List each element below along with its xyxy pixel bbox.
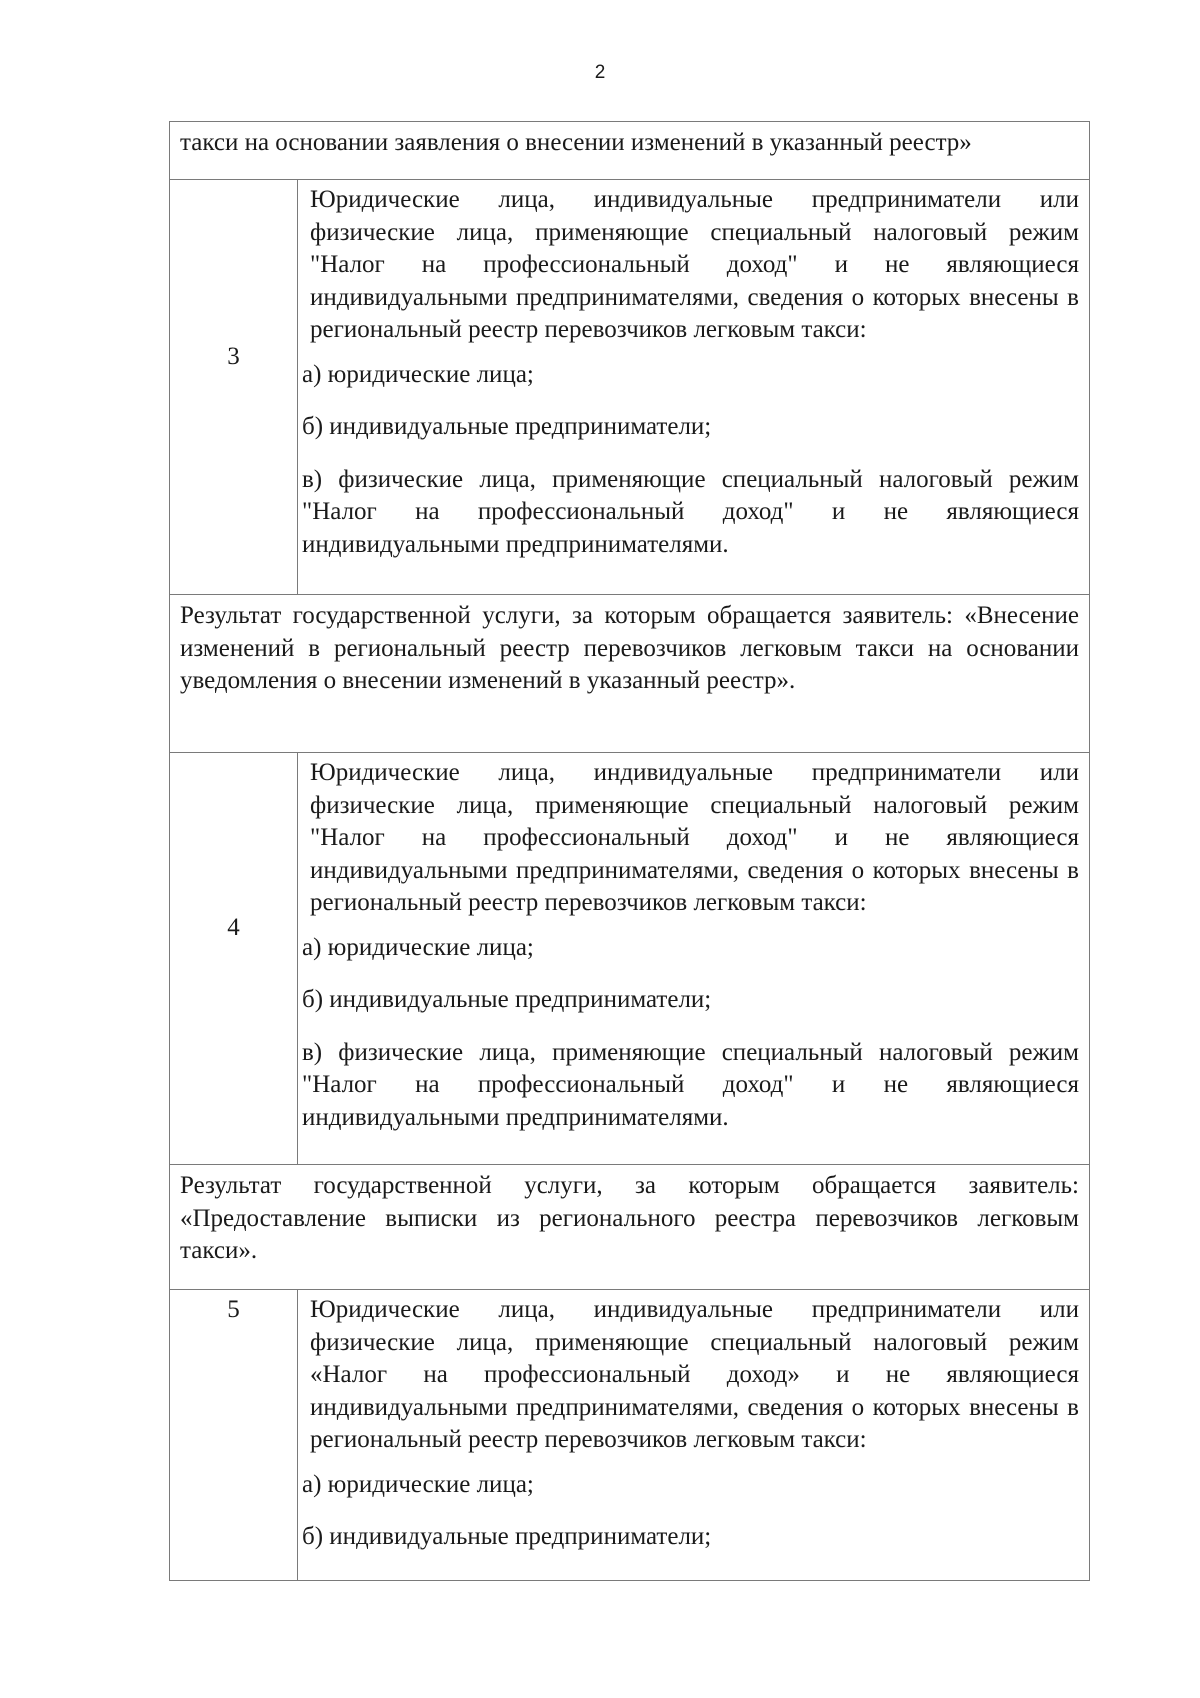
list-item: в) физические лица, применяющие специальный налоговый режим "Налог на профессиональный доход" и не являющиеся индивидуальными предпринимателями. (302, 465, 1079, 558)
list-item: б) индивидуальные предприниматели; (302, 986, 712, 1013)
list-item: а) юридические лица; (302, 933, 534, 961)
list-item: б) индивидуальные предприниматели; (302, 1523, 712, 1550)
table-row-4 (170, 753, 1090, 1165)
list-item: б) индивидуальные предприниматели; (302, 413, 712, 440)
row-description (298, 180, 1090, 595)
row-number: 3 (170, 180, 298, 595)
continuation-text: такси на основании заявления о внесении изменений в указанный реестр» (170, 122, 1090, 180)
row-description (298, 753, 1090, 1165)
row-lead-text: Юридические лица, индивидуальные предприниматели или физические лица, применяющие специальный налоговый режим "Налог на профессиональный доход" и не являющиеся индивидуальными предпринимателями, сведения о которых внесены в региональный реестр перевозчиков легковым такси: (310, 759, 1079, 916)
page-number: 2 (594, 62, 606, 83)
table-row-result (170, 1165, 1090, 1290)
table-row-continuation (170, 122, 1090, 180)
list-item: в) физические лица, применяющие специальный налоговый режим "Налог на профессиональный доход" и не являющиеся индивидуальными предпринимателями. (302, 1038, 1079, 1131)
table-row-result (170, 595, 1090, 753)
result-text: Результат государственной услуги, за которым обращается заявитель: «Предоставление выписки из регионального реестра перевозчиков легковым такси». (170, 1165, 1090, 1290)
table-row-3 (170, 180, 1090, 595)
row-number: 4 (170, 753, 298, 1165)
row-lead-text: Юридические лица, индивидуальные предприниматели или физические лица, применяющие специальный налоговый режим «Налог на профессиональный доход» и не являющиеся индивидуальными предпринимателями, сведения о которых внесены в региональный реестр перевозчиков легковым такси: (310, 1296, 1079, 1453)
result-text: Результат государственной услуги, за которым обращается заявитель: «Внесение изменений в региональный реестр перевозчиков легковым такси на основании уведомления о внесении изменений в указанный реестр». (170, 595, 1090, 753)
row-number: 5 (170, 1290, 298, 1581)
applicants-table (169, 121, 1090, 1581)
table-row-5 (170, 1290, 1090, 1581)
list-item: а) юридические лица; (302, 360, 534, 388)
row-lead-text: Юридические лица, индивидуальные предприниматели или физические лица, применяющие специальный налоговый режим "Налог на профессиональный доход" и не являющиеся индивидуальными предпринимателями, сведения о которых внесены в региональный реестр перевозчиков легковым такси: (310, 186, 1079, 343)
row-description (298, 1290, 1090, 1581)
list-item: а) юридические лица; (302, 1470, 534, 1498)
